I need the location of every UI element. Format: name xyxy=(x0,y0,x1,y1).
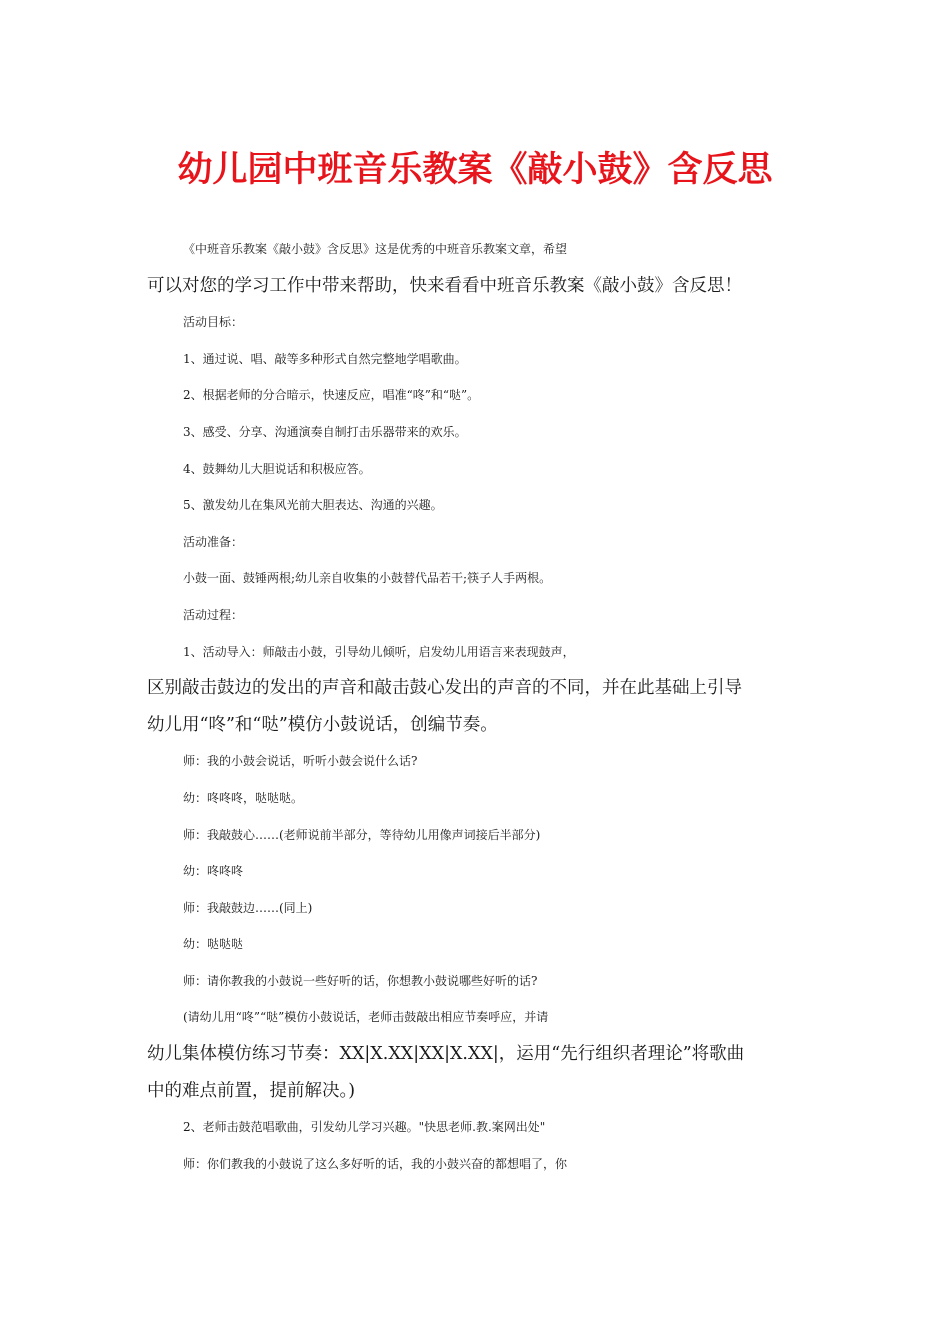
text-line: 2、根据老师的分合暗示，快速反应，唱准“咚”和“哒”。 xyxy=(183,388,480,403)
text-line: 活动过程： xyxy=(183,607,244,622)
text-line: (请幼儿用“咚”“哒”模仿小鼓说话，老师击鼓敲出相应节奏呼应，并请 xyxy=(183,1010,549,1025)
text-line: 师：请你教我的小鼓说一些好听的话，你想教小鼓说哪些好听的话? xyxy=(183,973,538,988)
text-line: 区别敲击鼓边的发出的声音和敲击鼓心发出的声音的不同，并在此基础上引导 xyxy=(147,678,742,699)
text-line: 《中班音乐教案《敲小鼓》含反思》这是优秀的中班音乐教案文章，希望 xyxy=(183,242,568,256)
text-line: 幼儿集体模仿练习节奏：XX|X.XX|XX|X.XX|，运用“先行组织者理论”将歌曲 xyxy=(147,1044,745,1065)
text-line: 1、通过说、唱、敲等多种形式自然完整地学唱歌曲。 xyxy=(183,351,467,366)
document-title: 幼儿园中班音乐教案《敲小鼓》含反思 xyxy=(177,150,773,190)
text-line: 幼：哒哒哒 xyxy=(183,937,244,952)
text-line: 师：我敲鼓边……(同上) xyxy=(183,900,313,915)
text-line: 可以对您的学习工作中带来帮助，快来看看中班音乐教案《敲小鼓》含反思！ xyxy=(147,275,742,296)
text-line: 3、感受、分享、沟通演奏自制打击乐器带来的欢乐。 xyxy=(183,424,467,439)
text-line: 幼：咚咚咚 xyxy=(183,864,244,879)
text-line: 2、老师击鼓范唱歌曲，引发幼儿学习兴趣。"快思老师.教.案网出处" xyxy=(183,1120,546,1135)
text-line: 4、鼓舞幼儿大胆说话和积极应答。 xyxy=(183,461,371,476)
text-line: 5、激发幼儿在集风光前大胆表达、沟通的兴趣。 xyxy=(183,498,443,513)
text-line: 师：你们教我的小鼓说了这么多好听的话，我的小鼓兴奋的都想唱了，你 xyxy=(183,1156,568,1171)
text-line: 活动目标： xyxy=(183,315,244,330)
document-body xyxy=(147,231,807,1182)
text-line: 幼：咚咚咚，哒哒哒。 xyxy=(183,790,304,805)
text-line: 师：我敲鼓心……(老师说前半部分，等待幼儿用像声词接后半部分) xyxy=(183,827,541,842)
text-line: 活动准备： xyxy=(183,534,244,549)
text-line: 小鼓一面、鼓锤两根;幼儿亲自收集的小鼓替代品若干;筷子人手两根。 xyxy=(183,571,552,586)
text-line: 师：我的小鼓会说话，听听小鼓会说什么话? xyxy=(183,754,418,769)
text-line: 幼儿用“咚”和“哒”模仿小鼓说话，创编节奏。 xyxy=(147,714,498,735)
text-line: 中的难点前置，提前解决。) xyxy=(147,1080,356,1101)
text-line: 1、活动导入：师敲击小鼓，引导幼儿倾听，启发幼儿用语言来表现鼓声， xyxy=(183,644,575,659)
